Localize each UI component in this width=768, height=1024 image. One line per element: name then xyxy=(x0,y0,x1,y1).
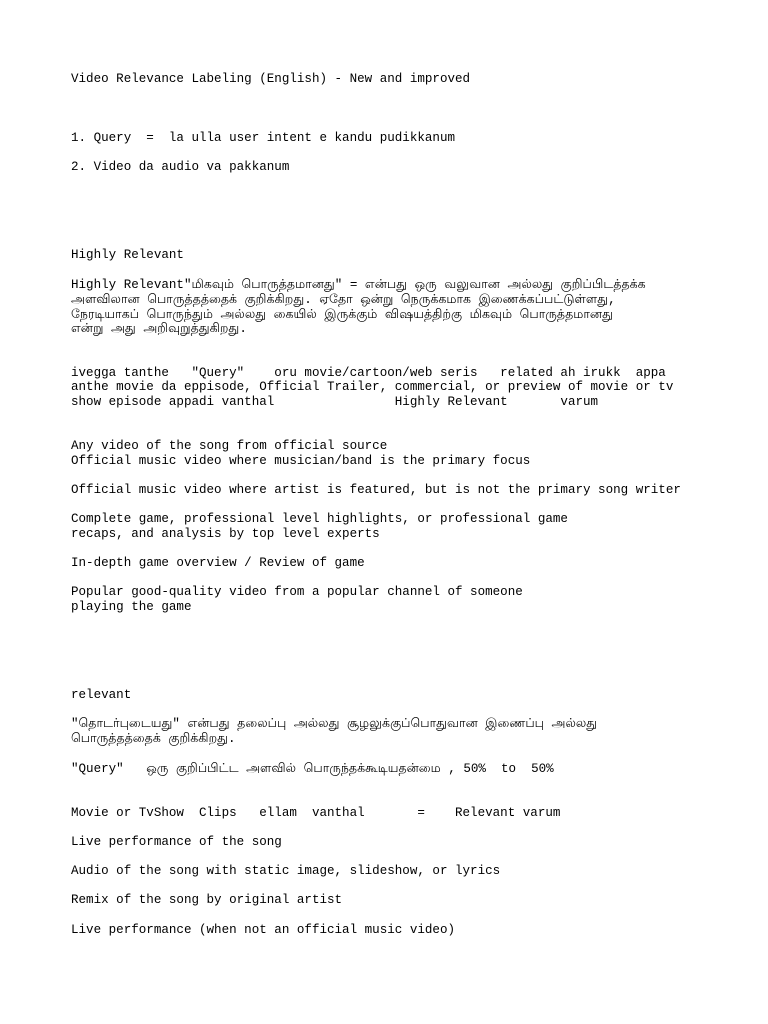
definition-line: "தொடர்புடையது" என்பது தலைப்பு அல்லது சூழலுக்குப்பொதுவான இணைப்பு அல்லது xyxy=(71,717,598,731)
definition-line: என்று அது அறிவுறுத்துகிறது. xyxy=(71,322,247,336)
instruction-step: 1. Query = la ulla user intent e kandu pudikkanum xyxy=(71,131,455,145)
query-applicability-line: "Query" ஒரு குறிப்பிட்ட அளவில் பொருந்தக்கூடியதன்மை , 50% to 50% xyxy=(71,762,554,776)
rule-line: ivegga tanthe "Query" oru movie/cartoon/web seris related ah irukk appa xyxy=(71,366,666,380)
example-line: Official music video where artist is featured, but is not the primary song writer xyxy=(71,483,681,497)
example-line: playing the game xyxy=(71,600,192,614)
example-line: Popular good-quality video from a popular channel of someone xyxy=(71,585,523,599)
example-line: In-depth game overview / Review of game xyxy=(71,556,365,570)
section-heading: Highly Relevant xyxy=(71,248,184,262)
instruction-step: 2. Video da audio va pakkanum xyxy=(71,160,290,174)
example-line: Remix of the song by original artist xyxy=(71,893,343,907)
definition-line: அளவிலான பொருத்தத்தைக் குறிக்கிறது. ஏதோ ஒன்று நெருக்கமாக இணைக்கப்பட்டுள்ளது, xyxy=(71,293,616,307)
example-line: Any video of the song from official source xyxy=(71,439,388,453)
example-line: Official music video where musician/band is the primary focus xyxy=(71,454,531,468)
rule-line: anthe movie da eppisode, Official Trailer, commercial, or preview of movie or tv xyxy=(71,380,674,394)
example-line: Complete game, professional level highlights, or professional game xyxy=(71,512,568,526)
definition-line: பொருத்தத்தைக் குறிக்கிறது. xyxy=(71,732,236,746)
definition-line: நேரடியாகப் பொருந்தும் அல்லது கையில் இருக்கும் விஷயத்திற்கு மிகவும் பொருத்தமானது xyxy=(71,308,613,322)
section-heading: relevant xyxy=(71,688,132,702)
rule-line: show episode appadi vanthal Highly Relevant varum xyxy=(71,395,599,409)
example-line: Live performance (when not an official music video) xyxy=(71,923,455,937)
rule-line: Movie or TvShow Clips ellam vanthal = Relevant varum xyxy=(71,806,561,820)
example-line: Audio of the song with static image, slideshow, or lyrics xyxy=(71,864,501,878)
definition-line: Highly Relevant"மிகவும் பொருத்தமானது" = என்பது ஒரு வலுவான அல்லது குறிப்பிடத்தக்க xyxy=(71,278,646,292)
document-title: Video Relevance Labeling (English) - New and improved xyxy=(71,72,471,86)
example-line: Live performance of the song xyxy=(71,835,282,849)
example-line: recaps, and analysis by top level experts xyxy=(71,527,380,541)
